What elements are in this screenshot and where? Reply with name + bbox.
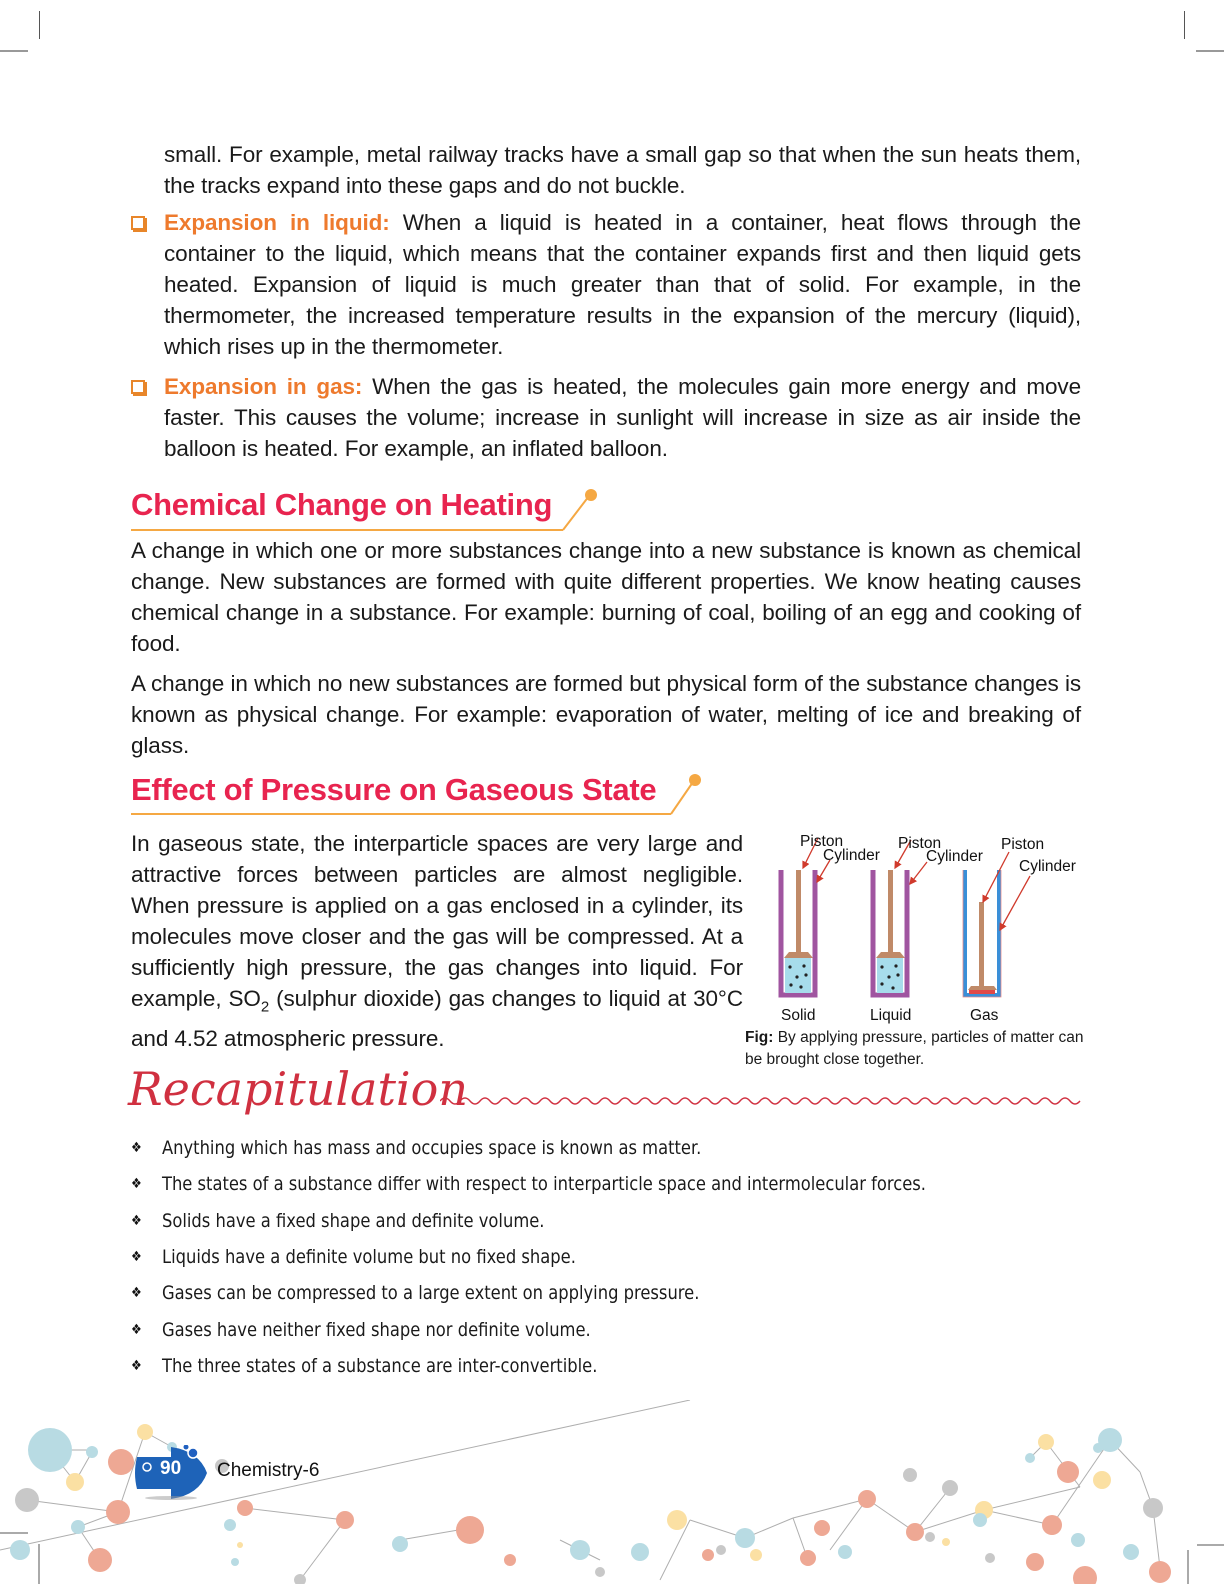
- recap-item-text: Liquids have a definite volume but no fixed shape.: [161, 1246, 576, 1269]
- recap-item-text: Anything which has mass and occupies space is known as matter.: [161, 1137, 702, 1160]
- cylinder-label: Cylinder: [926, 848, 983, 865]
- heading-underline-decoration: [131, 488, 601, 534]
- expansion-liquid-text: When a liquid is heated in a container, heat flows through the container to the liquid, which means that the container expands first and then liquid gets heated. Expansion of liquid is much greater than that of solid. For example, in the thermometer, the increased temperature results in the expansion of the mercury (liquid), which rises up in the thermometer.: [164, 210, 1081, 359]
- recap-item: [131, 1203, 926, 1239]
- page-number: 90: [160, 1458, 182, 1479]
- heading-underline-decoration: [131, 772, 706, 818]
- recap-item-text: Gases have neither fixed shape nor definite volume.: [161, 1318, 591, 1341]
- state-label-liquid: Liquid: [870, 1007, 912, 1024]
- recap-item: [131, 1239, 926, 1275]
- piston-label: Piston: [898, 835, 942, 852]
- expansion-gas-item: [164, 371, 1081, 464]
- recap-item-text: The three states of a substance are inter-convertible.: [161, 1354, 598, 1377]
- expansion-gas-text: When the gas is heated, the molecules gain more energy and move faster. This causes the volume; increase in sunlight will increase in size as air inside the balloon is heated. For example, an inflated balloon.: [164, 374, 1081, 461]
- caption-label: Fig:: [745, 1029, 774, 1046]
- cylinder-label: Cylinder: [823, 847, 880, 864]
- crop-mark: [1196, 50, 1224, 52]
- recap-item: [131, 1166, 926, 1202]
- pressure-paragraph: [131, 828, 743, 1054]
- piston-label: Piston: [800, 833, 844, 850]
- expansion-gas-label: Expansion in gas:: [164, 374, 363, 399]
- diamond-bullet-icon: ❖: [131, 1176, 142, 1193]
- pressure-text-post: (sulphur dioxide) gas changes to liquid at 30°C and 4.52 atmospheric pressure.: [131, 986, 743, 1051]
- diamond-bullet-icon: ❖: [131, 1285, 142, 1302]
- recap-title: Recapitulation: [128, 1062, 468, 1116]
- liquid-cylinder-icon: [873, 840, 927, 995]
- state-label-gas: Gas: [970, 1007, 999, 1024]
- cylinder-label: Cylinder: [1019, 858, 1076, 875]
- diamond-bullet-icon: ❖: [131, 1357, 142, 1374]
- diamond-bullet-icon: ❖: [131, 1321, 142, 1338]
- section-heading-pressure: Effect of Pressure on Gaseous State: [131, 772, 657, 807]
- wavy-line-decoration: [440, 1094, 1085, 1108]
- recap-list: [131, 1130, 1055, 1384]
- chemical-change-paragraph-1: A change in which one or more substances change into a new substance is known as chemical change. New substances are formed with quite different properties. We know heating causes chemical change in a substance. For example: burning of coal, boiling of an egg and cooking of food.: [131, 538, 1081, 656]
- continuation-paragraph: small. For example, metal railway tracks have a small gap so that when the sun heats them, the tracks expand into these gaps and do not buckle.: [164, 142, 1081, 198]
- caption-text: By applying pressure, particles of matter can be brought close together.: [745, 1029, 1084, 1068]
- diamond-bullet-icon: ❖: [131, 1212, 142, 1229]
- piston-label: Piston: [1001, 836, 1045, 853]
- book-title: Chemistry-6: [217, 1460, 320, 1481]
- recap-item-text: The states of a substance differ with respect to interparticle space and intermolecular forces.: [161, 1173, 927, 1196]
- crop-mark: [0, 50, 28, 52]
- recap-item: [131, 1348, 926, 1384]
- recap-item: [131, 1275, 926, 1311]
- diamond-bullet-icon: ❖: [131, 1249, 142, 1266]
- section-heading-chemical-change: Chemical Change on Heating: [131, 487, 553, 522]
- crop-mark: [39, 11, 40, 39]
- recap-item-text: Solids have a fixed shape and definite volume.: [161, 1209, 545, 1232]
- diamond-bullet-icon: ❖: [131, 1140, 142, 1157]
- recap-item-text: Gases can be compressed to a large extent on applying pressure.: [161, 1282, 700, 1305]
- subscript: 2: [260, 998, 270, 1016]
- expansion-liquid-item: [164, 207, 1081, 362]
- crop-mark: [1184, 11, 1185, 39]
- recap-item: [131, 1130, 926, 1166]
- state-label-solid: Solid: [781, 1007, 816, 1024]
- expansion-liquid-label: Expansion in liquid:: [164, 210, 390, 235]
- checkbox-bullet-icon: [131, 216, 145, 230]
- chemical-change-paragraph-2: A change in which no new substances are formed but physical form of the substance changes is known as physical change. For example: evaporation of water, melting of ice and breaking of glass.: [131, 671, 1081, 758]
- checkbox-bullet-icon: [131, 380, 145, 394]
- pressure-text-pre: In gaseous state, the interparticle spaces are very large and attractive forces between particles are almost negligible. When pressure is applied on a gas enclosed in a cylinder, its molecules move closer and the gas will be compressed. At a sufficiently high pressure, the gas changes into liquid. For example, SO: [131, 831, 743, 1011]
- figure-caption: [745, 1027, 1090, 1071]
- recap-item: [131, 1311, 926, 1347]
